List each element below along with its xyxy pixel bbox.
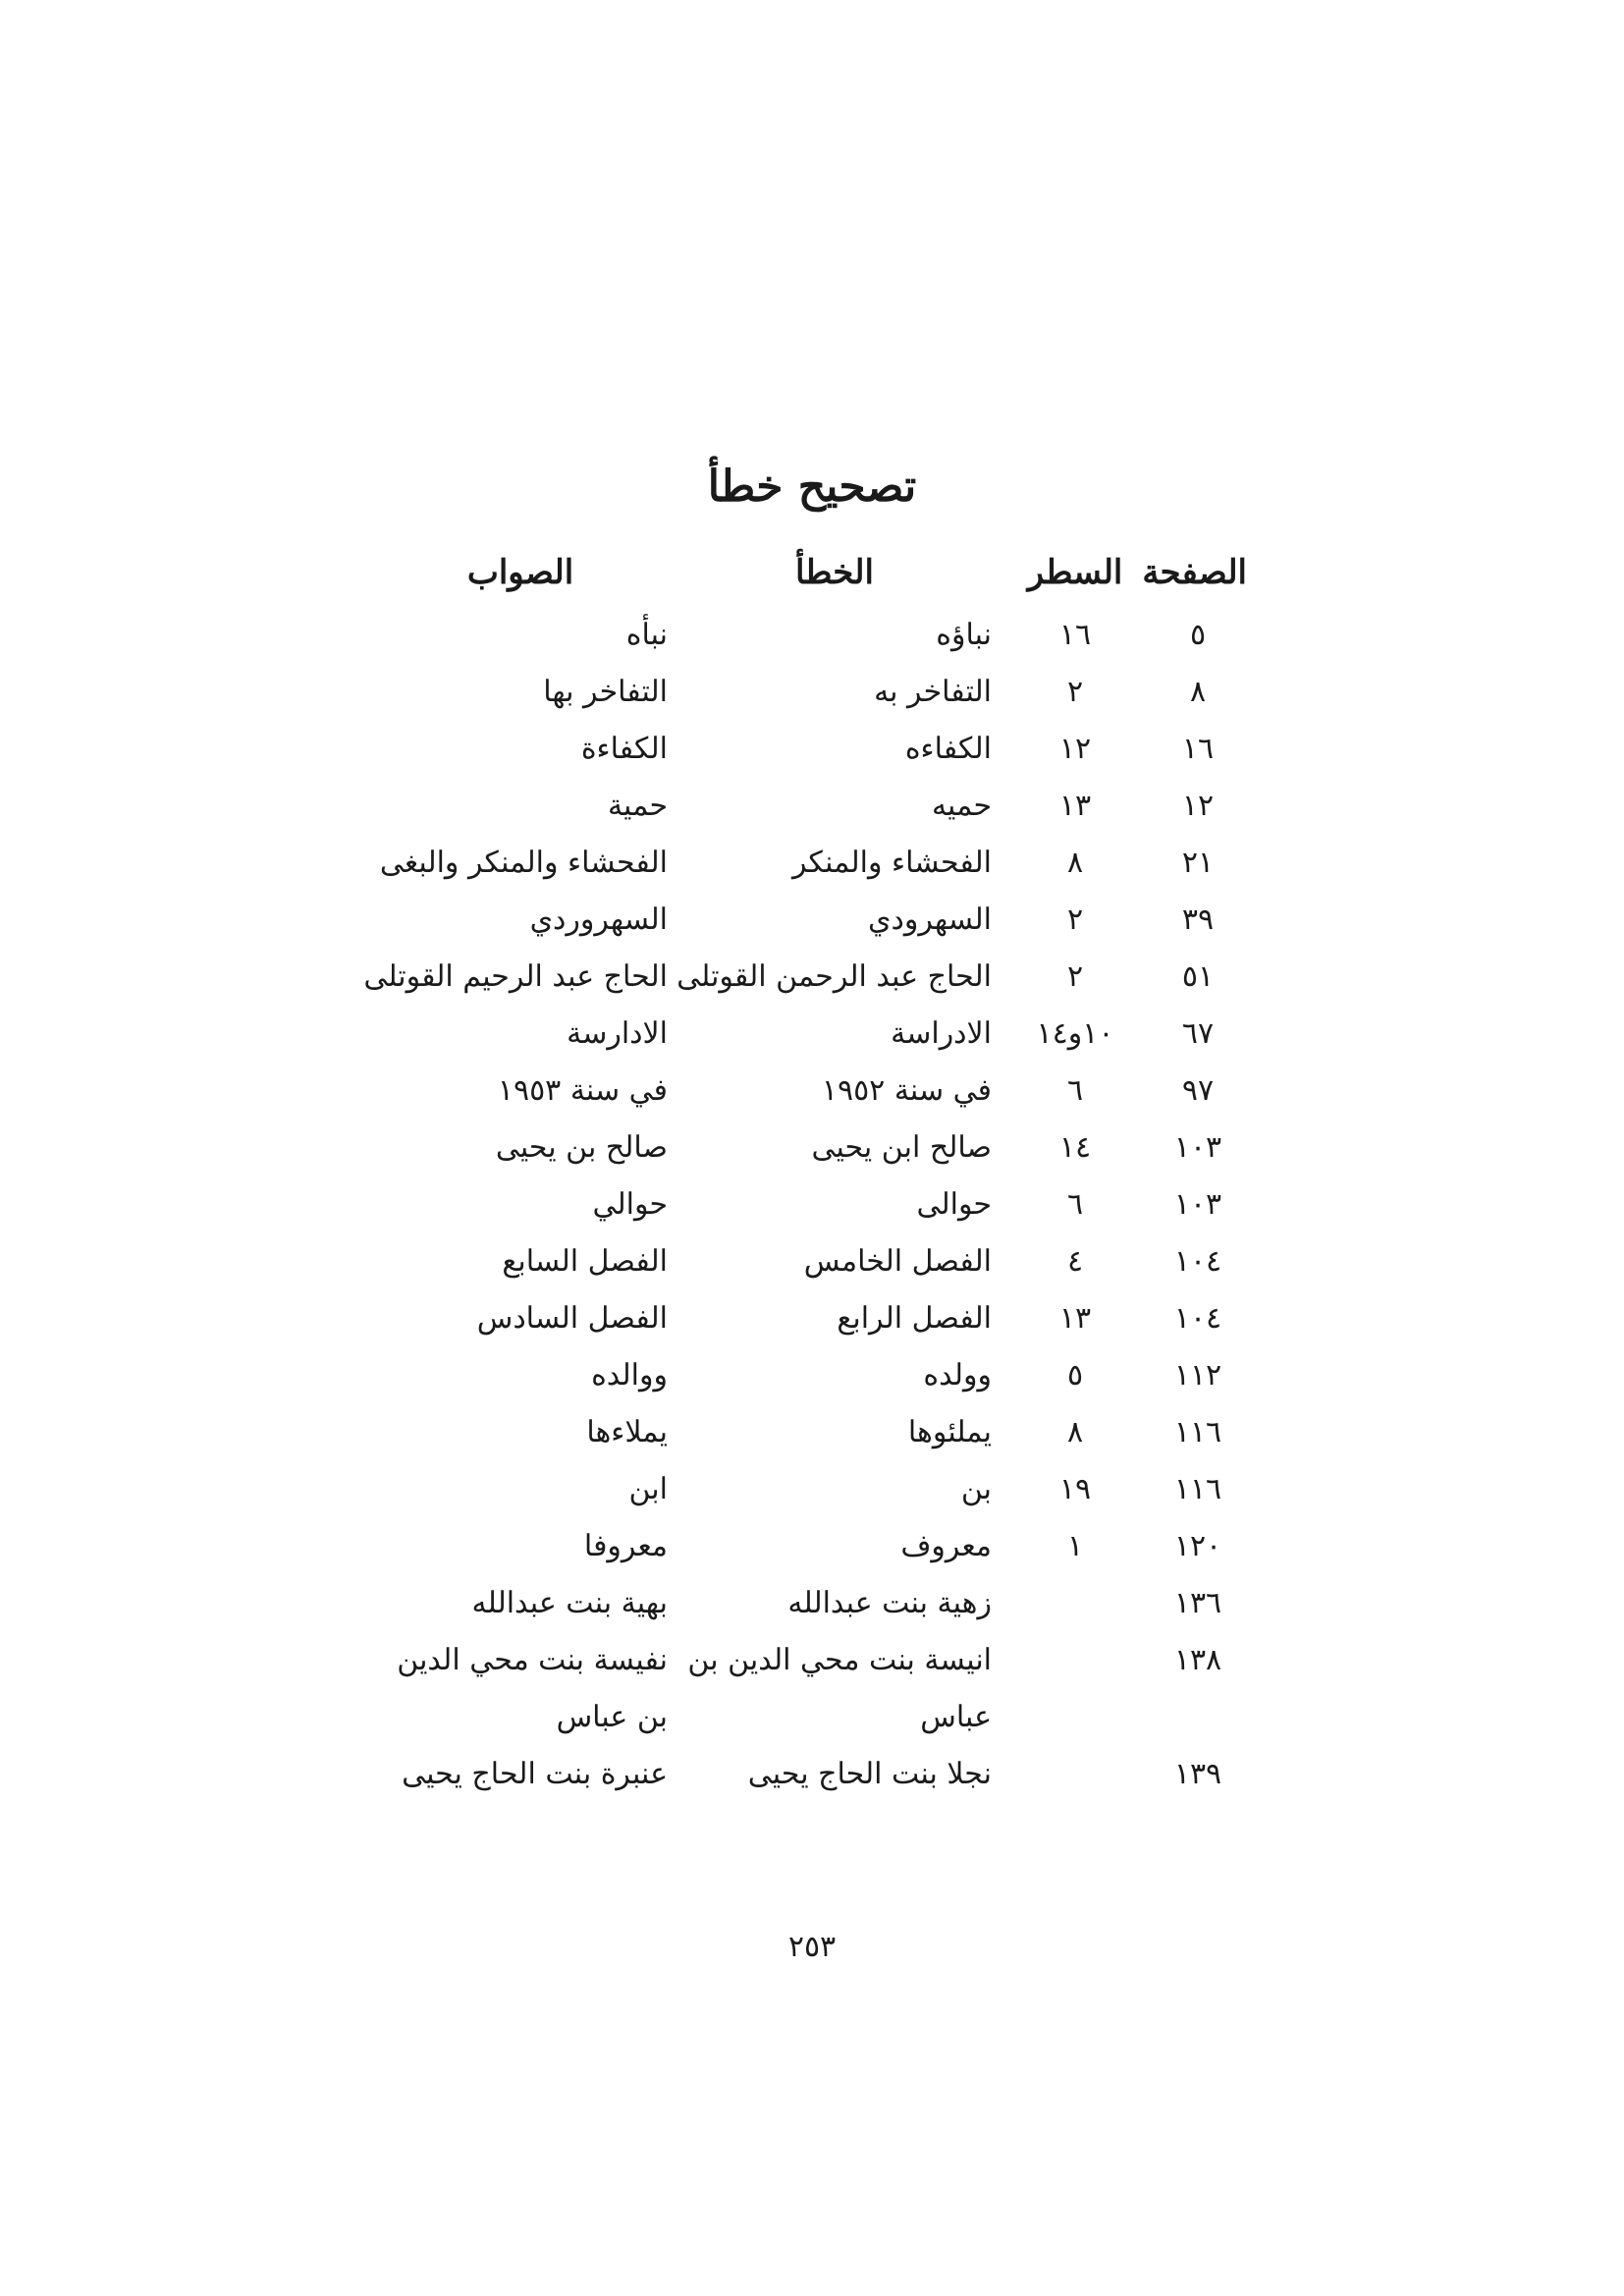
cell-line: ٦	[1066, 1187, 1084, 1222]
cell-line: ٦	[1066, 1073, 1084, 1108]
cell-page: ١٠٣	[1173, 1187, 1222, 1222]
cell-right: نفيسة بنت محي الدين	[397, 1643, 668, 1677]
cell-wrong: حميه	[931, 789, 992, 823]
cell-line: ٨	[1066, 1415, 1084, 1449]
cell-wrong: انيسة بنت محي الدين بن	[687, 1643, 992, 1677]
cell-page: ٩٧	[1181, 1073, 1215, 1108]
cell-right: ووالده	[591, 1358, 668, 1393]
table-row	[363, 778, 1257, 835]
page-number: ٢٥٣	[787, 1930, 837, 1964]
header-line: السطر	[1027, 553, 1123, 592]
cell-page: ١٣٨	[1173, 1643, 1222, 1677]
cell-right: حوالي	[592, 1187, 668, 1222]
cell-wrong: يملئوها	[907, 1415, 992, 1449]
cell-line: ٥	[1066, 1358, 1084, 1393]
cell-right: ابن	[628, 1472, 668, 1506]
table-row	[363, 1347, 1257, 1404]
cell-right: عنبرة بنت الحاج يحيى	[402, 1757, 668, 1791]
table-row	[363, 664, 1257, 721]
header-page: الصفحة	[1142, 553, 1247, 592]
cell-page: ١٣٩	[1173, 1757, 1222, 1791]
table-body	[363, 607, 1257, 1803]
cell-line: ١٤	[1058, 1130, 1092, 1165]
cell-wrong: الكفاءه	[904, 732, 992, 766]
cell-page: ١٠٤	[1173, 1244, 1222, 1279]
cell-page: ٥	[1189, 618, 1207, 652]
table-row	[363, 892, 1257, 949]
cell-line: ١٢	[1058, 732, 1092, 766]
table-row	[363, 1176, 1257, 1233]
cell-page: ١٢٠	[1173, 1529, 1222, 1563]
cell-wrong: الفحشاء والمنكر	[791, 846, 992, 880]
cell-page: ١٠٣	[1173, 1130, 1222, 1165]
cell-right: الحاج عبد الرحيم القوتلى	[363, 959, 668, 994]
header-right: الصواب	[466, 553, 574, 592]
cell-right: الادارسة	[567, 1016, 668, 1051]
cell-page: ٨	[1189, 675, 1207, 709]
cell-right: يملاءها	[586, 1415, 668, 1449]
cell-right: بن عباس	[556, 1700, 668, 1734]
cell-wrong: عباس	[920, 1700, 992, 1734]
cell-page: ٢١	[1181, 846, 1215, 880]
cell-right: الفصل السابع	[502, 1244, 668, 1279]
cell-line: ٢	[1066, 675, 1084, 709]
cell-wrong: معروف	[900, 1529, 992, 1563]
cell-wrong: الفصل الرابع	[837, 1301, 992, 1336]
table-row	[363, 1063, 1257, 1120]
cell-line: ١٣	[1058, 789, 1092, 823]
cell-page: ١١٦	[1173, 1415, 1222, 1449]
cell-line: ٢	[1066, 959, 1084, 994]
table-row	[363, 1006, 1257, 1063]
cell-page: ١٠٤	[1173, 1301, 1222, 1336]
table-row	[363, 1632, 1257, 1689]
cell-line: ٢	[1066, 902, 1084, 937]
cell-page: ١٣٦	[1173, 1586, 1222, 1620]
table-row	[363, 1120, 1257, 1176]
cell-right: صالح بن يحيى	[495, 1130, 668, 1165]
cell-wrong: حوالى	[916, 1187, 992, 1222]
cell-page: ١٢	[1181, 789, 1215, 823]
cell-line: ١	[1066, 1529, 1084, 1563]
table-row	[363, 1233, 1257, 1290]
cell-wrong: صالح ابن يحيى	[811, 1130, 992, 1165]
table-row	[363, 835, 1257, 892]
cell-line: ٨	[1066, 846, 1084, 880]
cell-wrong: الحاج عبد الرحمن القوتلى	[677, 959, 992, 994]
table-row	[363, 1461, 1257, 1518]
cell-page: ١١٦	[1173, 1472, 1222, 1506]
errata-table	[363, 538, 1257, 1803]
header-wrong: الخطأ	[794, 553, 874, 592]
cell-wrong: نجلا بنت الحاج يحيى	[747, 1757, 992, 1791]
cell-wrong: السهرودي	[868, 902, 992, 937]
cell-wrong: وولده	[923, 1358, 992, 1393]
cell-wrong: نباؤه	[936, 618, 992, 652]
cell-wrong: الفصل الخامس	[803, 1244, 992, 1279]
cell-page: ٦٧	[1181, 1016, 1215, 1051]
cell-wrong: في سنة ١٩٥٢	[821, 1073, 992, 1108]
cell-right: حمية	[607, 789, 668, 823]
cell-line: ٤	[1066, 1244, 1084, 1279]
table-row	[363, 949, 1257, 1006]
table-row	[363, 1404, 1257, 1461]
cell-right: السهروردي	[529, 902, 668, 937]
cell-page: ٥١	[1181, 959, 1215, 994]
cell-wrong: بن	[960, 1472, 992, 1506]
cell-right: في سنة ١٩٥٣	[497, 1073, 668, 1108]
table-row	[363, 1290, 1257, 1347]
cell-right: معروفا	[583, 1529, 668, 1563]
cell-line: ١٩	[1058, 1472, 1092, 1506]
page-title: تصحيح خطأ	[707, 462, 917, 512]
table-row	[363, 721, 1257, 778]
table-row	[363, 607, 1257, 664]
cell-page: ١١٢	[1173, 1358, 1222, 1393]
cell-right: نبأه	[625, 618, 668, 652]
cell-right: بهية بنت عبدالله	[471, 1586, 668, 1620]
cell-line: ١٠و١٤	[1036, 1016, 1114, 1051]
cell-line: ١٣	[1058, 1301, 1092, 1336]
cell-right: الفحشاء والمنكر والبغى	[379, 846, 668, 880]
cell-right: الكفاءة	[580, 732, 668, 766]
cell-page: ٣٩	[1181, 902, 1215, 937]
table-row	[363, 1689, 1257, 1746]
cell-wrong: زهية بنت عبدالله	[787, 1586, 992, 1620]
cell-line: ١٦	[1058, 618, 1092, 652]
cell-page: ١٦	[1181, 732, 1215, 766]
cell-right: الفصل السادس	[476, 1301, 668, 1336]
table-row	[363, 1518, 1257, 1575]
cell-wrong: التفاخر به	[874, 675, 992, 709]
table-row	[363, 1746, 1257, 1803]
cell-right: التفاخر بها	[543, 675, 668, 709]
table-header	[363, 538, 1257, 607]
cell-wrong: الادراسة	[891, 1016, 992, 1051]
table-row	[363, 1575, 1257, 1632]
